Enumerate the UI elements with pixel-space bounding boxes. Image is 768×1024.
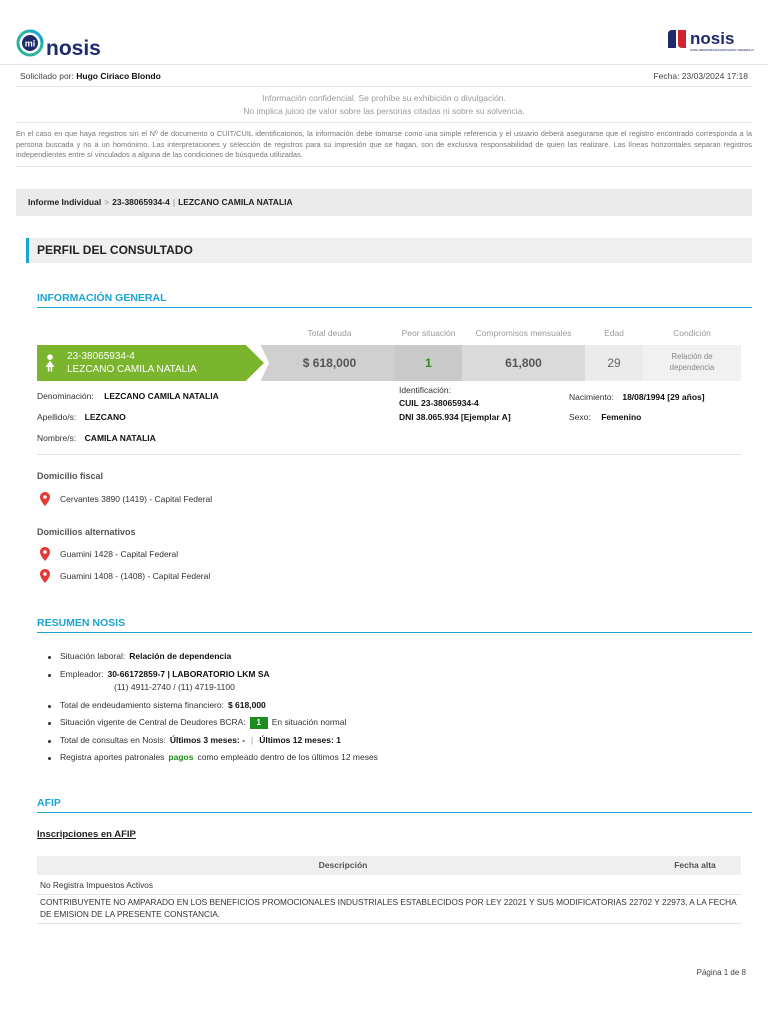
- denominacion-row: [37, 386, 219, 404]
- aportes-label: Registra aportes patronales: [60, 752, 165, 762]
- resumen-underline: [37, 632, 752, 633]
- afip-underline: [37, 812, 752, 813]
- section-divider: [37, 454, 741, 455]
- list-item: [48, 699, 748, 717]
- afip-title: AFIP: [37, 797, 61, 809]
- info-general-title: INFORMACIÓN GENERAL: [37, 292, 167, 304]
- nacimiento-value: 18/08/1994 [29 años]: [622, 392, 705, 402]
- apellido-label: Apellido/s:: [37, 412, 77, 422]
- apellido-value: LEZCANO: [84, 412, 126, 422]
- logo-mi-text: mi: [24, 38, 36, 49]
- disclaimer-text: En el caso en que haya registros sin el Nº de documento o CUIT/CUIL identificatorios, la información debe tomarse como una simple referencia y el usuario deberá asegurarse que el registro encontrado corresponda a la persona buscada y no a un homónimo. Las interpretaciones y selección de registros para su impresión que se hagan, son de exclusiva responsabilidad de quien las realizare. Las líneas horizontales separan registros independientes entre sí vinculados a alguna de las condiciones de búsqueda utilizadas.: [16, 129, 752, 159]
- col-peor-situacion: Peor situación: [401, 328, 456, 338]
- condicion-line-2: dependencia: [669, 362, 715, 372]
- domicilio-fiscal-title: Domicilio fiscal: [37, 471, 104, 481]
- bcra-label: Situación vigente de Central de Deudores BCRA:: [60, 717, 246, 727]
- table-row: No Registra Impuestos Activos: [40, 880, 153, 890]
- empleador-label: Empleador:: [60, 668, 104, 679]
- logo-right-brand-text: nosis: [690, 29, 735, 48]
- col-total-deuda: Total deuda: [307, 328, 352, 338]
- row-divider: [37, 923, 741, 924]
- confidential-line-2: No implica juicio de valor sobre las personas citadas ni sobre su solvencia.: [243, 106, 525, 116]
- col-condicion: Condición: [673, 328, 711, 338]
- list-item: [48, 716, 748, 734]
- sexo-row: [569, 407, 641, 425]
- list-item: [48, 650, 748, 668]
- situacion-label: Situación laboral:: [60, 651, 126, 661]
- empleador-value: 30-66172859-7 | LABORATORIO LKM SA: [107, 668, 270, 679]
- location-pin-icon: [40, 547, 50, 561]
- breadcrumb-root[interactable]: Informe Individual: [28, 197, 102, 207]
- alt-address: Guamini 1428 - Capital Federal: [60, 549, 179, 559]
- consultas-label: Total de consultas en Nosis:: [60, 734, 166, 745]
- domicilios-alternativos-title: Domicilios alternativos: [37, 527, 136, 537]
- breadcrumb-cuit: 23-38065934-4: [112, 197, 170, 207]
- report-date: Fecha: 23/03/2024 17:18: [653, 71, 748, 81]
- afip-col-fecha-alta: Fecha alta: [674, 860, 716, 870]
- list-item: [48, 751, 748, 769]
- col-edad: Edad: [604, 328, 624, 338]
- consultas-12m: Últimos 12 meses: 1: [259, 734, 341, 745]
- denominacion-label: Denominación:: [37, 391, 94, 401]
- breadcrumb-separator: >: [104, 197, 110, 207]
- nacimiento-label: Nacimiento:: [569, 392, 614, 402]
- list-item: [48, 734, 748, 752]
- perfil-title: PERFIL DEL CONSULTADO: [26, 238, 752, 263]
- breadcrumb: [16, 189, 752, 216]
- person-cuit: 23-38065934-4: [67, 351, 135, 362]
- person-name: LEZCANO CAMILA NATALIA: [67, 364, 197, 375]
- bcra-status-badge: 1: [250, 717, 268, 729]
- nombre-row: [37, 428, 156, 446]
- list-item: [48, 668, 748, 699]
- divider: [16, 166, 752, 167]
- person-icon: [44, 354, 56, 372]
- situacion-value: Relación de dependencia: [129, 651, 232, 661]
- afip-table-header: [37, 856, 741, 875]
- breadcrumb-name: LEZCANO CAMILA NATALIA: [178, 197, 293, 207]
- solicitado-value: Hugo Ciriaco Blondo: [76, 71, 161, 81]
- afip-subtitle: Inscripciones en AFIP: [37, 829, 136, 840]
- confidential-line-1: Información confidencial. Se prohíbe su exhibición o divulgación.: [262, 93, 506, 103]
- cuil-value: CUIL 23-38065934-4: [399, 398, 479, 408]
- sexo-label: Sexo:: [569, 412, 591, 422]
- row-divider: [37, 894, 741, 895]
- page-number: Página 1 de 8: [696, 968, 746, 977]
- col-compromisos: Compromisos mensuales: [475, 328, 572, 338]
- mi-nosis-logo: [16, 28, 112, 58]
- logo-brand-text: nosis: [46, 37, 101, 58]
- dni-value: DNI 38.065.934 [Ejemplar A]: [399, 412, 511, 422]
- compromisos-value: 61,800: [462, 345, 585, 381]
- consultas-pipe: |: [250, 734, 254, 745]
- consultas-3m: Últimos 3 meses: -: [169, 734, 245, 745]
- info-general-underline: [37, 307, 752, 308]
- fiscal-address: Cervantes 3890 (1419) - Capital Federal: [60, 494, 213, 504]
- solicitado-por: [20, 71, 161, 81]
- apellido-row: [37, 407, 126, 425]
- nombre-label: Nombre/s:: [37, 433, 77, 443]
- bcra-text: En situación normal: [271, 717, 347, 727]
- person-header: [67, 350, 197, 376]
- nacimiento-row: [569, 387, 705, 405]
- condicion-value: [643, 345, 741, 381]
- solicitado-label: Solicitado por:: [20, 71, 74, 81]
- breadcrumb-divider: |: [172, 197, 176, 207]
- resumen-title: RESUMEN NOSIS: [37, 617, 126, 629]
- identificacion-label: Identificación:: [399, 385, 451, 395]
- nombre-value: CAMILA NATALIA: [84, 433, 156, 443]
- afip-col-descripcion: Descripción: [318, 860, 368, 870]
- divider: [16, 122, 752, 123]
- empleador-phone: (11) 4911-2740 / (11) 4719-1100: [114, 681, 235, 692]
- sexo-value: Femenino: [601, 412, 642, 422]
- denominacion-value: LEZCANO CAMILA NATALIA: [104, 391, 219, 401]
- divider: [16, 86, 752, 87]
- peor-situacion-value: 1: [395, 345, 462, 381]
- location-pin-icon: [40, 492, 50, 506]
- aportes-suffix: como empleado dentro de los últimos 12 meses: [197, 752, 378, 762]
- edad-value: 29: [585, 345, 643, 381]
- logo-right-tagline: NOSIS LABORATORIO DE INVESTIGACIÓN Y DESARROLLO: [690, 49, 754, 52]
- nosis-corporate-logo: [666, 28, 756, 54]
- endeudamiento-value: $ 618,000: [227, 699, 266, 710]
- alt-address: Guamini 1408 - (1408) - Capital Federal: [60, 571, 211, 581]
- condicion-line-1: Relación de: [671, 352, 713, 361]
- endeudamiento-label: Total de endeudamiento sistema financiero:: [60, 699, 224, 710]
- location-pin-icon: [40, 569, 50, 583]
- table-row: CONTRIBUYENTE NO AMPARADO EN LOS BENEFICIOS PROMOCIONALES INDUSTRIALES ESTABLECIDOS POR LEY 22021 Y SUS MODIFICATORIAS 22702 Y 22973, A LA FECHA DE EMISION DE LA PRESENTE CONSTANCIA.: [40, 897, 737, 919]
- total-deuda-value: $ 618,000: [302, 356, 357, 370]
- aportes-value: pagos: [168, 752, 194, 762]
- resumen-list: [48, 650, 748, 769]
- header-divider: [0, 64, 768, 65]
